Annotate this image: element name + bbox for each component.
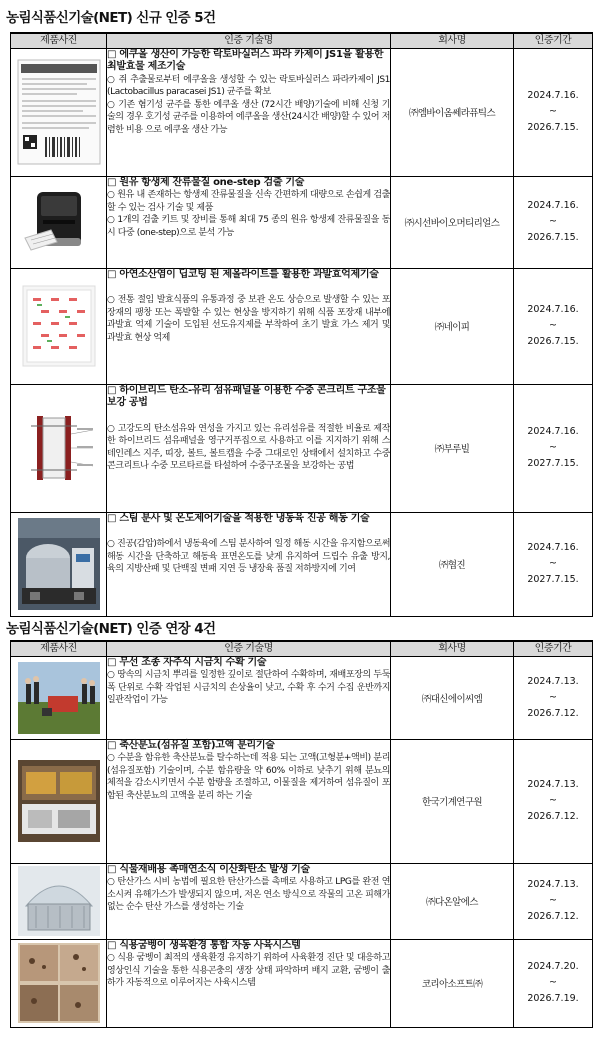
company-name: ㈜협진 <box>391 512 514 616</box>
product-photo-cell <box>11 384 107 512</box>
spinach-harvester-image <box>18 662 100 734</box>
tech-description: ○ 전통 절임 발효식품의 유통과정 중 보관 온도 상승으로 발생할 수 있는 포장재의 팽창 또는 폭발할 수 있는 현상을 방지하기 위해 식품 포장재 내부에 과발효 억제 기술이 도입된 선도유지제를 부착하여 초기 발효 가스 제거 및 과발효 현상 억제 <box>107 295 390 343</box>
header-company: 회사명 <box>391 33 514 48</box>
freshness-pad-image <box>21 284 97 368</box>
period-start: 2024.7.16. <box>527 90 579 101</box>
tech-cell <box>107 48 391 176</box>
period-tilde: ~ <box>549 795 557 806</box>
period-end: 2026.7.12. <box>527 911 579 922</box>
period-tilde: ~ <box>549 320 557 331</box>
tech-description: ○ 탄산가스 시비 농법에 필요한 탄산가스를 촉매로 사용하고 LPG를 완전 연소시켜 유해가스가 발생되지 않으며, 저온 연소 방식으로 작물의 고온 피해가 없는 순수 탄산 가스를 생성하는 기술 <box>107 877 390 912</box>
period-tilde: ~ <box>549 558 557 569</box>
tech-title: □ 무선 조종 자주식 시금치 수확 기술 <box>107 656 267 668</box>
product-photo-cell <box>11 939 107 1027</box>
table-row <box>11 48 593 176</box>
cert-period <box>514 48 593 176</box>
product-photo-cell <box>11 268 107 384</box>
tech-title: □ 식물재배용 촉매연소식 이산화탄소 발생 기술 <box>107 863 310 875</box>
header-period: 인증기간 <box>514 33 593 48</box>
period-start: 2024.7.16. <box>527 200 579 211</box>
period-start: 2024.7.20. <box>527 961 579 972</box>
cert-period <box>514 384 593 512</box>
period-tilde: ~ <box>549 216 557 227</box>
table-row <box>11 176 593 268</box>
cert-period <box>514 176 593 268</box>
table-new-certifications <box>10 32 593 617</box>
tech-title: □ 축산분뇨(섬유질 포함)고액 분리기술 <box>107 739 275 751</box>
tech-cell <box>107 176 391 268</box>
period-end: 2027.7.15. <box>527 458 579 469</box>
tech-cell <box>107 656 391 739</box>
tech-description: ○ 땅속의 시금치 뿌리를 일정한 깊이로 절단하여 수확하며, 재배포장의 두둑 폭 단위로 수확 작업된 시금치의 손상율이 낮고, 수확 후 수거 수집 운반까지 일관작업이 가능 <box>107 670 390 705</box>
company-name: ㈜엠바이옴쎄라퓨틱스 <box>391 48 514 176</box>
header-tech-name: 인증 기술명 <box>107 641 391 656</box>
table-row <box>11 656 593 739</box>
company-name: ㈜네이피 <box>391 268 514 384</box>
tech-title: □ 에쿠올 생산이 가능한 락토바실러스 파라 카제이 JS1을 활용한 최발효물 제조기술 <box>107 48 384 72</box>
table-extension-certifications <box>10 640 593 1028</box>
table-row <box>11 739 593 863</box>
period-tilde: ~ <box>549 106 557 117</box>
product-photo-cell <box>11 863 107 939</box>
cert-period <box>514 863 593 939</box>
table-row <box>11 512 593 616</box>
product-photo-cell <box>11 512 107 616</box>
company-name: ㈜부루빌 <box>391 384 514 512</box>
product-photo-cell <box>11 48 107 176</box>
product-photo-cell <box>11 739 107 863</box>
larva-rearing-system-image <box>18 943 100 1023</box>
period-tilde: ~ <box>549 691 557 703</box>
tech-title: □ 스팀 분사 및 온도제어기술을 적용한 냉동육 진공 해동 기술 <box>107 512 370 524</box>
tech-title: □ 원유 항생제 잔류물질 one-step 검출 기술 <box>107 176 305 188</box>
table-row <box>11 863 593 939</box>
period-tilde: ~ <box>549 895 557 906</box>
tech-title: □ 식용굼벵이 생육환경 통합 자동 사육시스템 <box>107 939 301 951</box>
header-photo: 제품사진 <box>11 33 107 48</box>
period-end: 2026.7.15. <box>527 122 579 133</box>
header-company: 회사명 <box>391 641 514 656</box>
period-tilde: ~ <box>549 977 557 988</box>
tech-description: ○ 진공(감압)하에서 냉동육에 스팀 분사하여 일정 해동 시간을 유지함으로써 해동 시간을 단축하고 해동육 표면온도를 낮게 유지하여 드립수 유출 방지, 육의 지방산패 및 단백질 변패 지연 등 냉장육 품질 저하방지에 기여 <box>107 539 390 574</box>
tech-cell <box>107 863 391 939</box>
period-end: 2026.7.15. <box>527 336 579 347</box>
tech-title: □ 아연소산염이 딥코팅 된 제올라이트를 활용한 과발효억제기술 <box>107 268 379 280</box>
period-end: 2026.7.19. <box>527 993 579 1004</box>
tech-description: ○ 식용 굼벵이 최적의 생육환경 유지하기 위하여 사육환경 진단 및 대응하고 영상인식 기술을 통한 식용곤충의 생장 상태 파악하며 배지 교환, 굼벵이 출하가 자동적으로 이루어지는 사육시스템 <box>107 953 390 988</box>
tech-description: ○ 원유 내 존재하는 항생제 잔류물질을 신속 간편하게 대량으로 손쉽게 검출할 수 있는 검사 기술 및 제품 ○ 1개의 검출 키트 및 장비를 통해 최대 75 종의 원유 항생제 잔류물질을 동시 다중 (one-step)으로 분석 가능 <box>107 190 390 238</box>
company-name: 한국기계연구원 <box>391 739 514 863</box>
tech-description: ○ 쥐 추출물로부터 에쿠올을 생성할 수 있는 락토바실러스 파라카제이 JS1 (Lactobacillus paracasei JS1) 균주를 확보 ○ 기존 혐기성 균주를 통한 에쿠올 생산 (72시간 배양)기술에 비해 신청 기술의 경우 호기성 균주를 이용하여 에쿠올을 생산(24시간 배양)할 수 있어 저렴한 비용 으로 에쿠올 생산 가능 <box>107 74 390 135</box>
company-name: ㈜대신에이씨엠 <box>391 656 514 739</box>
tech-description: ○ 수분을 함유한 축산분뇨를 탈수하는데 적용 되는 고액(고형분+액비) 분리(섬유질포함) 기술이며, 수분 함유량을 약 60% 이하로 낮추기 위해 분뇨의 체적을 감소시키면서 수분 함량을 조절하고, 이물질을 제거하여 섬유질이 포함된 축산분뇨의 고액을 분리 하는 기술 <box>107 753 390 801</box>
cert-period <box>514 512 593 616</box>
manure-separator-image <box>18 760 100 842</box>
tech-title: □ 하이브리드 탄소-유리 섬유패널을 이용한 수중 콘크리트 구조물 보강 공법 <box>107 384 386 408</box>
tech-cell <box>107 268 391 384</box>
header-photo: 제품사진 <box>11 641 107 656</box>
table-row <box>11 384 593 512</box>
header-period: 인증기간 <box>514 641 593 656</box>
product-photo-cell <box>11 656 107 739</box>
tech-cell <box>107 939 391 1027</box>
panel-diagram-image <box>19 408 99 488</box>
period-start: 2024.7.13. <box>527 779 579 790</box>
company-name: 코리아소프트㈜ <box>391 939 514 1027</box>
period-end: 2026.7.12. <box>527 811 579 822</box>
thawing-machine-image <box>18 518 100 610</box>
period-tilde: ~ <box>549 442 557 453</box>
period-start: 2024.7.13. <box>527 879 579 890</box>
period-end: 2026.7.12. <box>527 707 579 719</box>
period-start: 2024.7.16. <box>527 426 579 437</box>
co2-generator-image <box>18 866 100 936</box>
cert-period <box>514 739 593 863</box>
product-photo-cell <box>11 176 107 268</box>
tech-cell <box>107 512 391 616</box>
table-row <box>11 939 593 1027</box>
tech-cell <box>107 384 391 512</box>
detection-device-image <box>23 186 95 258</box>
period-start: 2024.7.16. <box>527 304 579 315</box>
tech-cell <box>107 739 391 863</box>
company-name: ㈜시선바이오머티리얼스 <box>391 176 514 268</box>
section-title-new: 농림식품신기술(NET) 신규 인증 5건 <box>6 10 216 26</box>
period-start: 2024.7.16. <box>527 542 579 553</box>
cert-period <box>514 656 593 739</box>
cert-period <box>514 268 593 384</box>
section-title-extension: 농림식품신기술(NET) 인증 연장 4건 <box>6 621 216 637</box>
period-end: 2026.7.15. <box>527 232 579 243</box>
tech-description: ○ 고강도의 탄소섬유와 연성을 가지고 있는 유리섬유를 적절한 비율로 제작한 하이브리드 섬유패널을 영구거푸집으로 사용하고 이를 지지하기 위해 스테인레스 지주, 띠장, 볼트, 볼트캡을 수중 그대로인 상태에서 설치하고 수중 콘크리트나 수중 모르타르를 타설하여 수중구조물을 보강하는 공법 <box>107 423 390 471</box>
cert-period <box>514 939 593 1027</box>
period-end: 2027.7.15. <box>527 574 579 585</box>
table-row <box>11 268 593 384</box>
product-label-image <box>17 59 101 165</box>
period-start: 2024.7.13. <box>527 675 579 687</box>
header-tech-name: 인증 기술명 <box>107 33 391 48</box>
company-name: ㈜다온알에스 <box>391 863 514 939</box>
